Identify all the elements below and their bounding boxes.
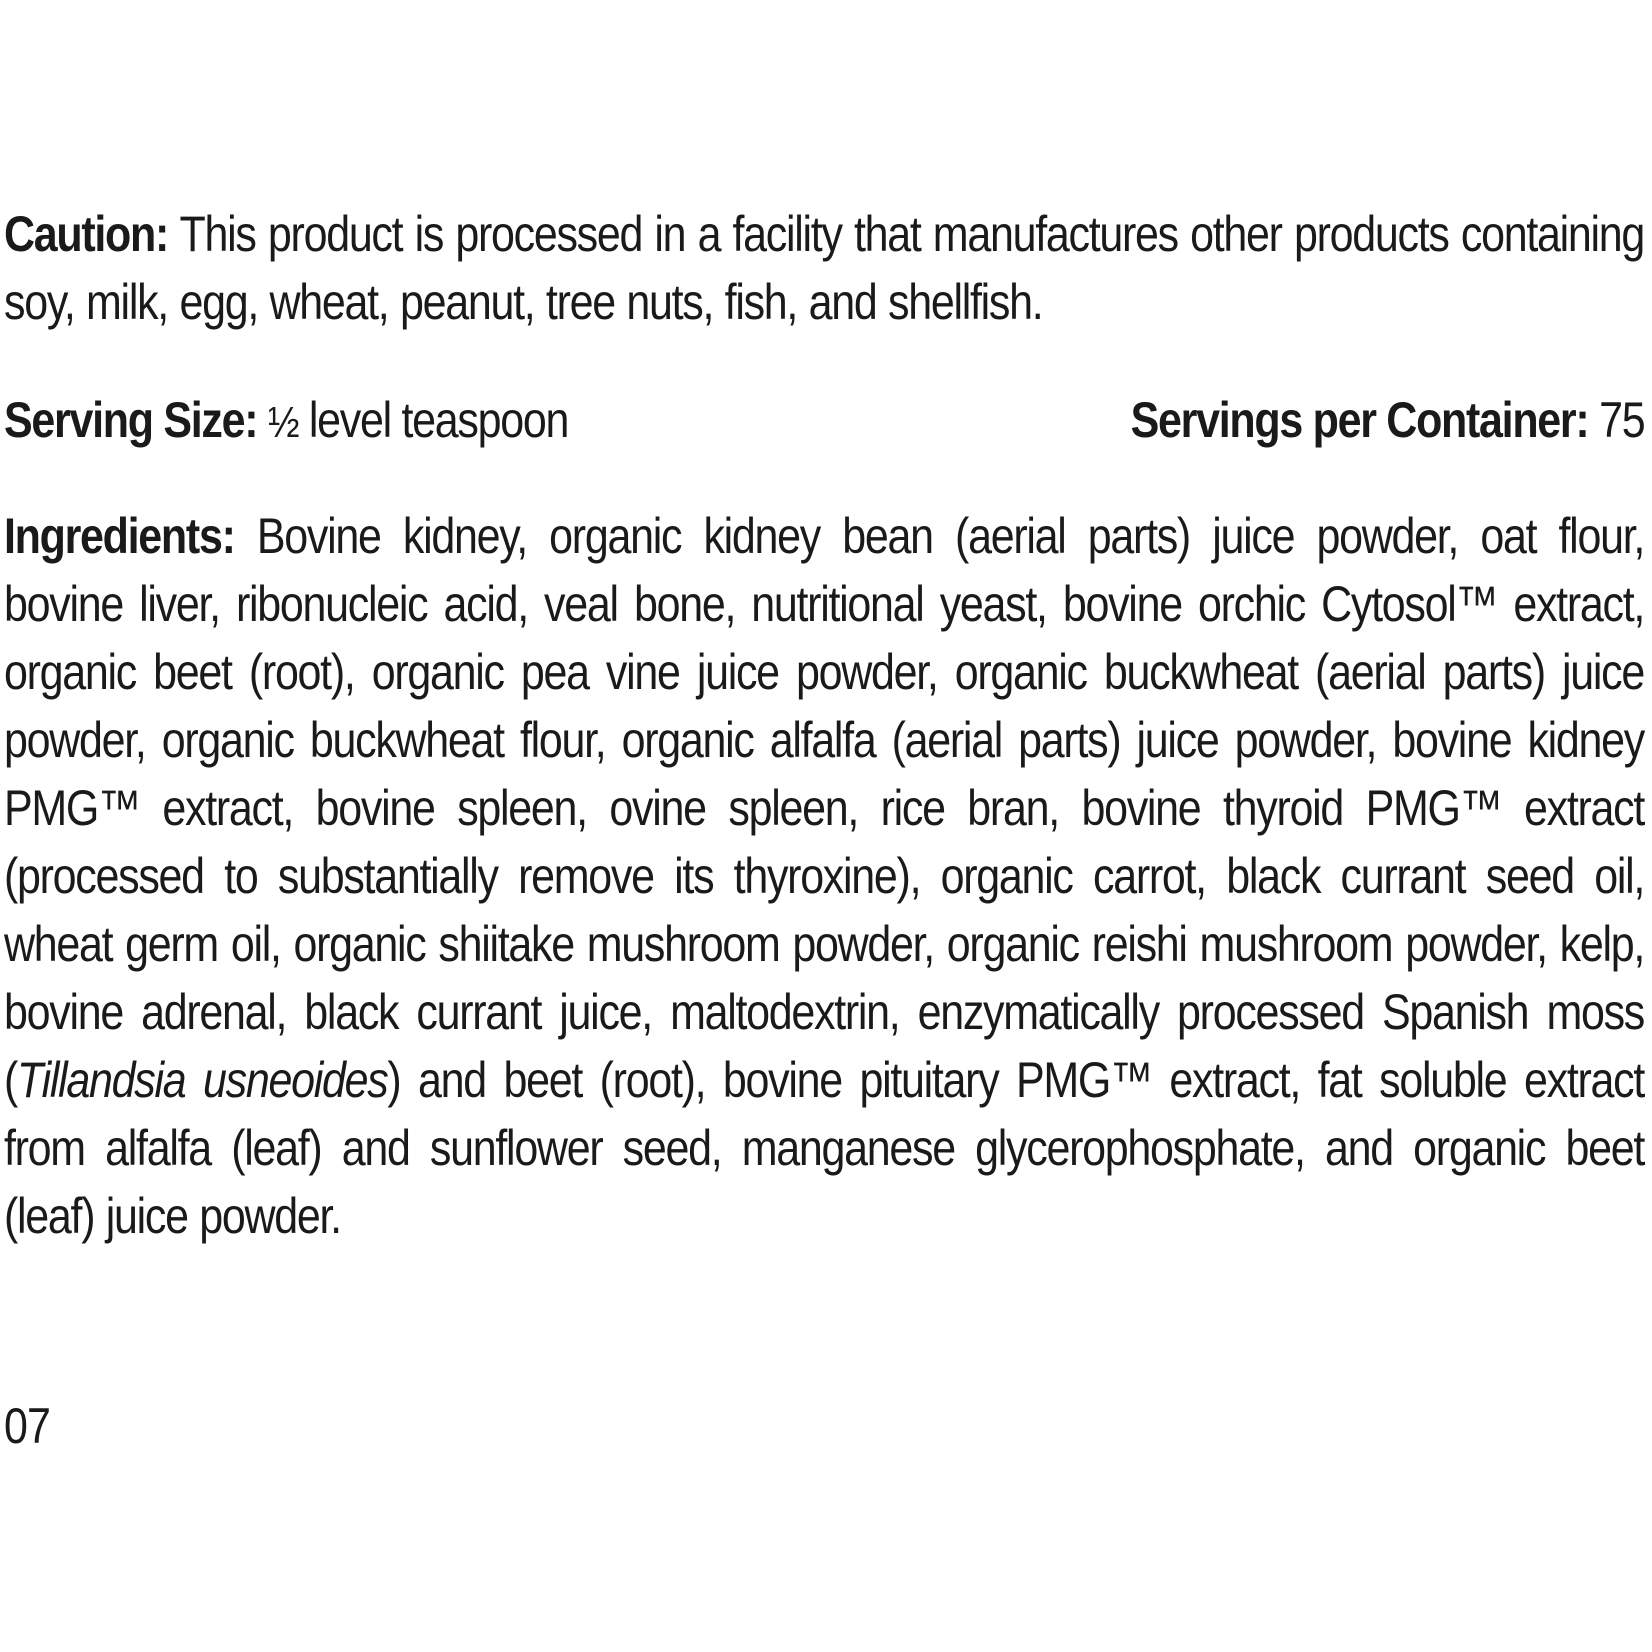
caution-text: This product is processed in a facility that manufactures other products containing soy, milk, egg, wheat, peanut, tree nuts, fish, and shellfish. [4, 206, 1645, 330]
serving-row [4, 386, 1644, 454]
serving-size-value: level teaspoon [308, 392, 569, 448]
ingredients-text-part-2: ) and beet (root), bovine pituitary PMG™ extract, fat soluble extract from alfalfa (leaf) and sunflower seed, manganese glycerophosphate, and organic beet (leaf) juice powder. [4, 1052, 1645, 1244]
lot-code: 07 [4, 1398, 51, 1454]
caution-label: Caution: [4, 206, 169, 262]
servings-per-container-label: Servings per Container: [1130, 392, 1589, 448]
serving-size-label: Serving Size: [4, 392, 258, 448]
servings-per-container [1130, 386, 1644, 454]
ingredients-section [4, 502, 1644, 1250]
ingredients-paragraph [4, 502, 1644, 1250]
ingredients-label: Ingredients: [4, 508, 235, 564]
supplement-label [4, 200, 1644, 1250]
caution-paragraph [4, 200, 1644, 336]
ingredients-italic-species: Tillandsia usneoides [17, 1052, 388, 1108]
serving-size-fraction: ½ [267, 398, 299, 447]
ingredients-text-part-1: Bovine kidney, organic kidney bean (aerial parts) juice powder, oat flour, bovine liver, ribonucleic acid, veal bone, nutritional yeast, bovine orchic Cytosol™ extract, organic beet (root), organic pea vine juice powder, organic buckwheat (aerial parts) juice powder, organic buckwheat flour, organic alfalfa (aerial parts) juice powder, bovine kidney PMG™ extract, bovine spleen, ovine spleen, rice bran, bovine thyroid PMG™ extract (processed to substantially remove its thyroxine), organic carrot, black currant seed oil, wheat germ oil, organic shiitake mushroom powder, organic reishi mushroom powder, kelp, bovine adrenal, black currant juice, maltodextrin, enzymatically processed Spanish moss ( [4, 508, 1645, 1108]
servings-per-container-value: 75 [1598, 392, 1644, 448]
serving-size [4, 386, 568, 457]
